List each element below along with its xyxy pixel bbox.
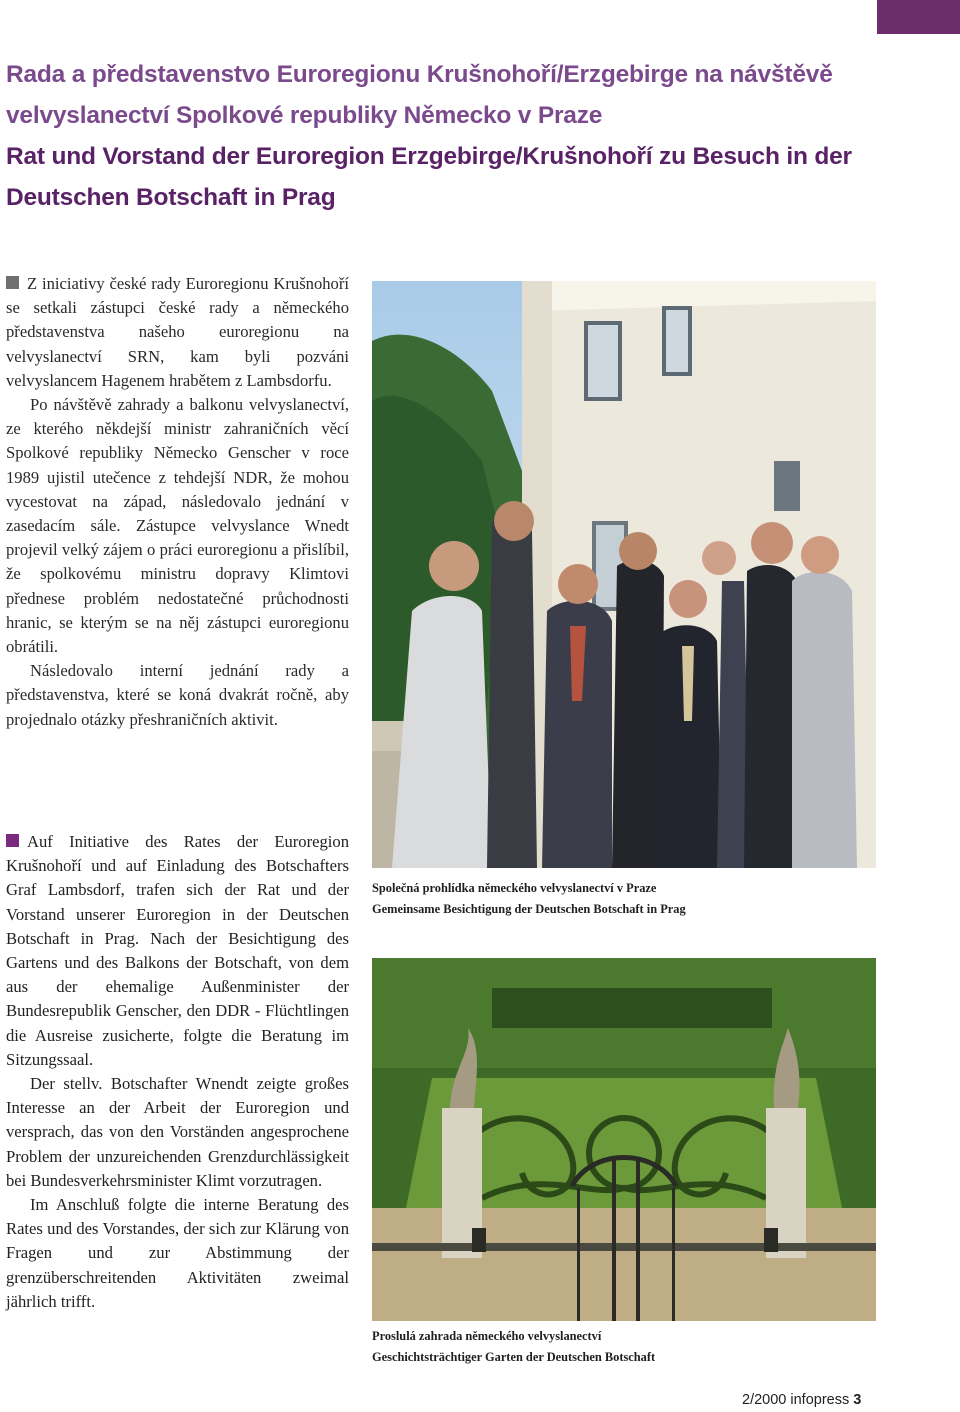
article-cz-paragraph [6, 272, 349, 393]
article-cz [6, 272, 349, 732]
group-photo-embassy-balcony [372, 281, 876, 868]
article-cz-p3: Následovalo interní jednání rady a představenstva, které se koná dvakrát ročně, aby projednalo otázky přeshraničních aktivit. [6, 661, 349, 729]
square-bullet-icon [6, 834, 19, 847]
article-de-paragraph [6, 830, 349, 1072]
headline-cz-line2: velvyslanectví Spolkové republiky Německo v Praze [6, 102, 603, 129]
caption-group-photo [372, 878, 892, 920]
article-de-p1: Auf Initiative des Rates der Euroregion Krušnohoří und auf Einladung des Botschafters Graf Lambsdorf, trafen sich der Rat und der Vorstand unserer Euroregion in der Deutschen Botschaft in Prag. Nach der Besichtigung des Gartens und des Balkons der Botschaft, von dem aus der ehemalige Außenminister der Bundesrepublik Genscher, den DDR - Flüchtlingen die Ausreise zusicherte, folgte die Beratung im Sitzungssaal. [6, 832, 349, 1069]
caption-de: Gemeinsame Besichtigung der Deutschen Botschaft in Prag [372, 902, 686, 916]
caption-de: Geschichtsträchtiger Garten der Deutschen Botschaft [372, 1350, 656, 1364]
headline-cz-line1: Rada a představenstvo Euroregionu Krušnohoří/Erzgebirge na návštěvě [6, 61, 833, 88]
caption-cz: Společná prohlídka německého velvyslanectví v Praze [372, 881, 657, 895]
article-de-p3: Im Anschluß folgte die interne Beratung des Rates und des Vorstandes, der sich zur Klärung von Fragen und zur Abstimmung der grenzüberschreitenden Aktivitäten zweimal jährlich trifft. [6, 1195, 349, 1311]
caption-cz: Proslulá zahrada německého velvyslanectví [372, 1329, 602, 1343]
headline [6, 54, 906, 218]
garden-photo [372, 958, 876, 1321]
headline-de-line2: Deutschen Botschaft in Prag [6, 184, 336, 211]
article-cz-p2: Po návštěvě zahrady a balkonu velvyslanectví, ze kterého někdejší ministr zahraničních věcí Spolkové republiky Německo Genscher v roce 1989 ujistil utečence z tehdejší NDR, že mohou vycestovat na západ, následovalo jednání v zasedacím sále. Zástupce velvyslance Wnedt projevil velký zájem o práci euroregionu a přislíbil, že spolkovému ministru dopravy Klimtovi přednese problém nedostatečné průchodnosti hranic, se kterým se na něj zástupci euroregionu obrátili. [6, 395, 349, 657]
article-cz-p1: Z iniciativy české rady Euroregionu Krušnohoří se setkali zástupci české rady a německého představenstva našeho euroregionu na velvyslanectví SRN, kam byli pozváni velvyslancem Hagenem hrabětem z Lambsdorfu. [6, 274, 349, 390]
headline-de-line1: Rat und Vorstand der Euroregion Erzgebirge/Krušnohoří zu Besuch in der [6, 143, 852, 170]
page-footer [742, 1392, 861, 1408]
square-bullet-icon [6, 276, 19, 289]
corner-color-tab [877, 0, 960, 34]
article-de [6, 830, 349, 1314]
page-number: 3 [853, 1392, 862, 1408]
article-de-p2: Der stellv. Botschafter Wnendt zeigte großes Interesse an der Arbeit der Euroregion und versprach, das von den Vorständen angesprochene Problem der unzureichenden Grenzdurchlässigkeit bei Bundesverkehrsminister Klimt vorzutragen. [6, 1074, 349, 1190]
issue-label: 2/2000 infopress [742, 1392, 850, 1408]
caption-garden-photo [372, 1326, 892, 1368]
